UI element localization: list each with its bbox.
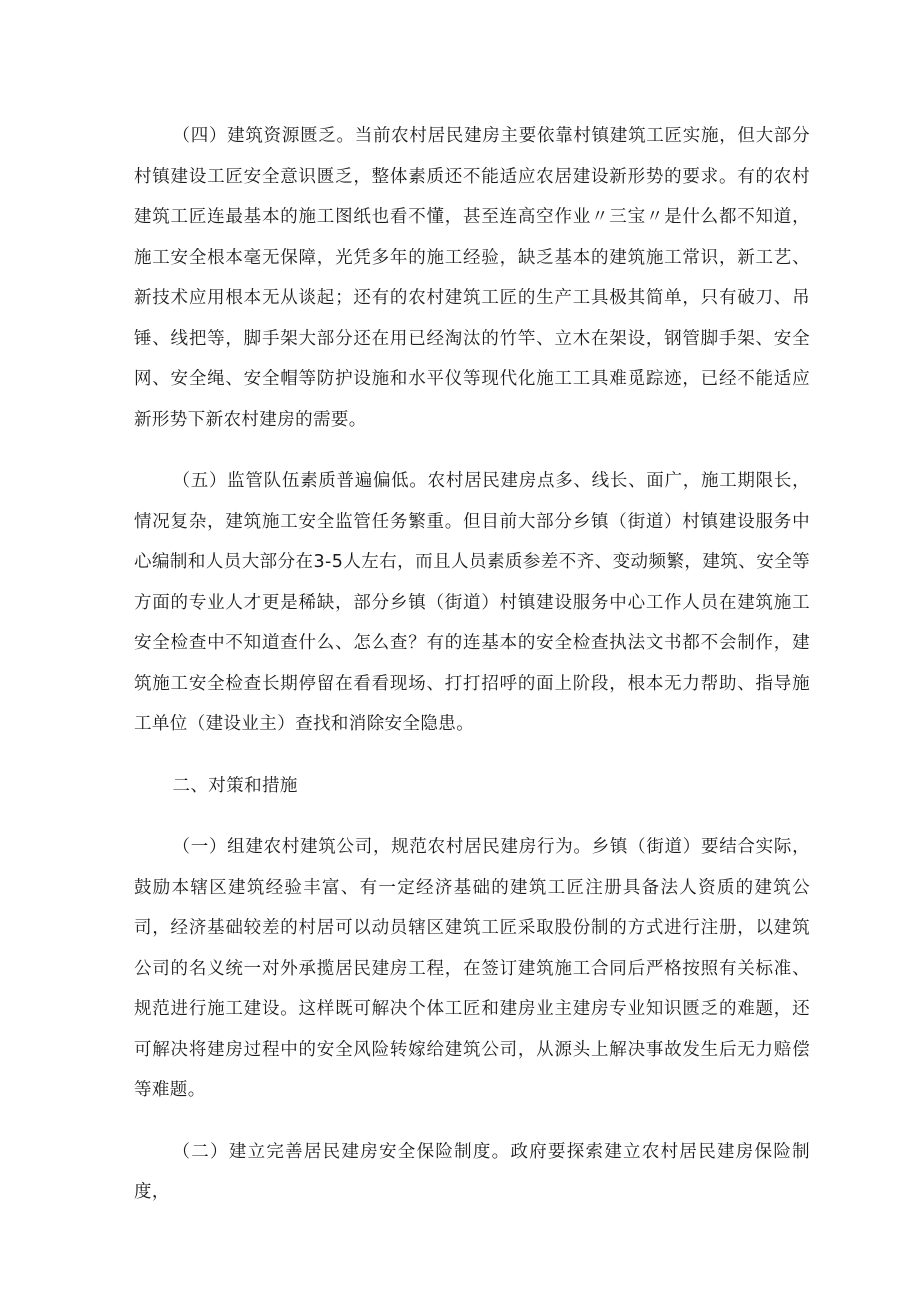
section-heading: 二、对策和措施 (172, 775, 298, 796)
paragraph-supervision-team: （五）监管队伍素质普遍偏低。农村居民建房点多、线长、面广，施工期限长，情况复杂，建筑施工安全监管任务繁重。但目前大部分乡镇（街道）村镇建设服务中心编制和人员大部分在3-5人左右，而且人员素质参差不齐、变动频繁，建筑、安全等方面的专业人才更是稀缺，部分乡镇（街道）村镇建设服务中心工作人员在建筑施工安全检查中不知道查什么、怎么查？有的连基本的安全检查执法文书都不会制作，建筑施工安全检查长期停留在看看现场、打打招呼的面上阶段，根本无力帮助、指导施工单位（建设业主）查找和消除安全隐患。 (134, 471, 810, 734)
paragraph-measure-construction-company: （一）组建农村建筑公司，规范农村居民建房行为。乡镇（街道）要结合实际，鼓励本辖区建筑经验丰富、有一定经济基础的建筑工匠注册具备法人资质的建筑公司，经济基础较差的村居可以动员辖区建筑工匠采取股份制的方式进行注册，以建筑公司的名义统一对外承揽居民建房工程，在签订建筑施工合同后严格按照有关标准、规范进行施工建设。这样既可解决个体工匠和建房业主建房专业知识匮乏的难题，还可解决将建房过程中的安全风险转嫁给建筑公司，从源头上解决事故发生后无力赔偿等难题。 (134, 837, 810, 1100)
paragraph-measure-insurance: （二）建立完善居民建房安全保险制度。政府要探索建立农村居民建房保险制度， (134, 1141, 810, 1202)
paragraph-building-resources: （四）建筑资源匮乏。当前农村居民建房主要依靠村镇建筑工匠实施，但大部分村镇建设工匠安全意识匮乏，整体素质还不能适应农居建设新形势的要求。有的农村建筑工匠连最基本的施工图纸也看不懂，甚至连高空作业〃三宝〃是什么都不知道，施工安全根本毫无保障，光凭多年的施工经验，缺乏基本的建筑施工常识，新工艺、新技术应用根本无从谈起；还有的农村建筑工匠的生产工具极其简单，只有破刀、吊锤、线把等，脚手架大部分还在用已经淘汰的竹竿、立木在架设，钢管脚手架、安全网、安全绳、安全帽等防护设施和水平仪等现代化施工工具难觅踪迹，已经不能适应新形势下新农村建房的需要。 (134, 126, 810, 430)
